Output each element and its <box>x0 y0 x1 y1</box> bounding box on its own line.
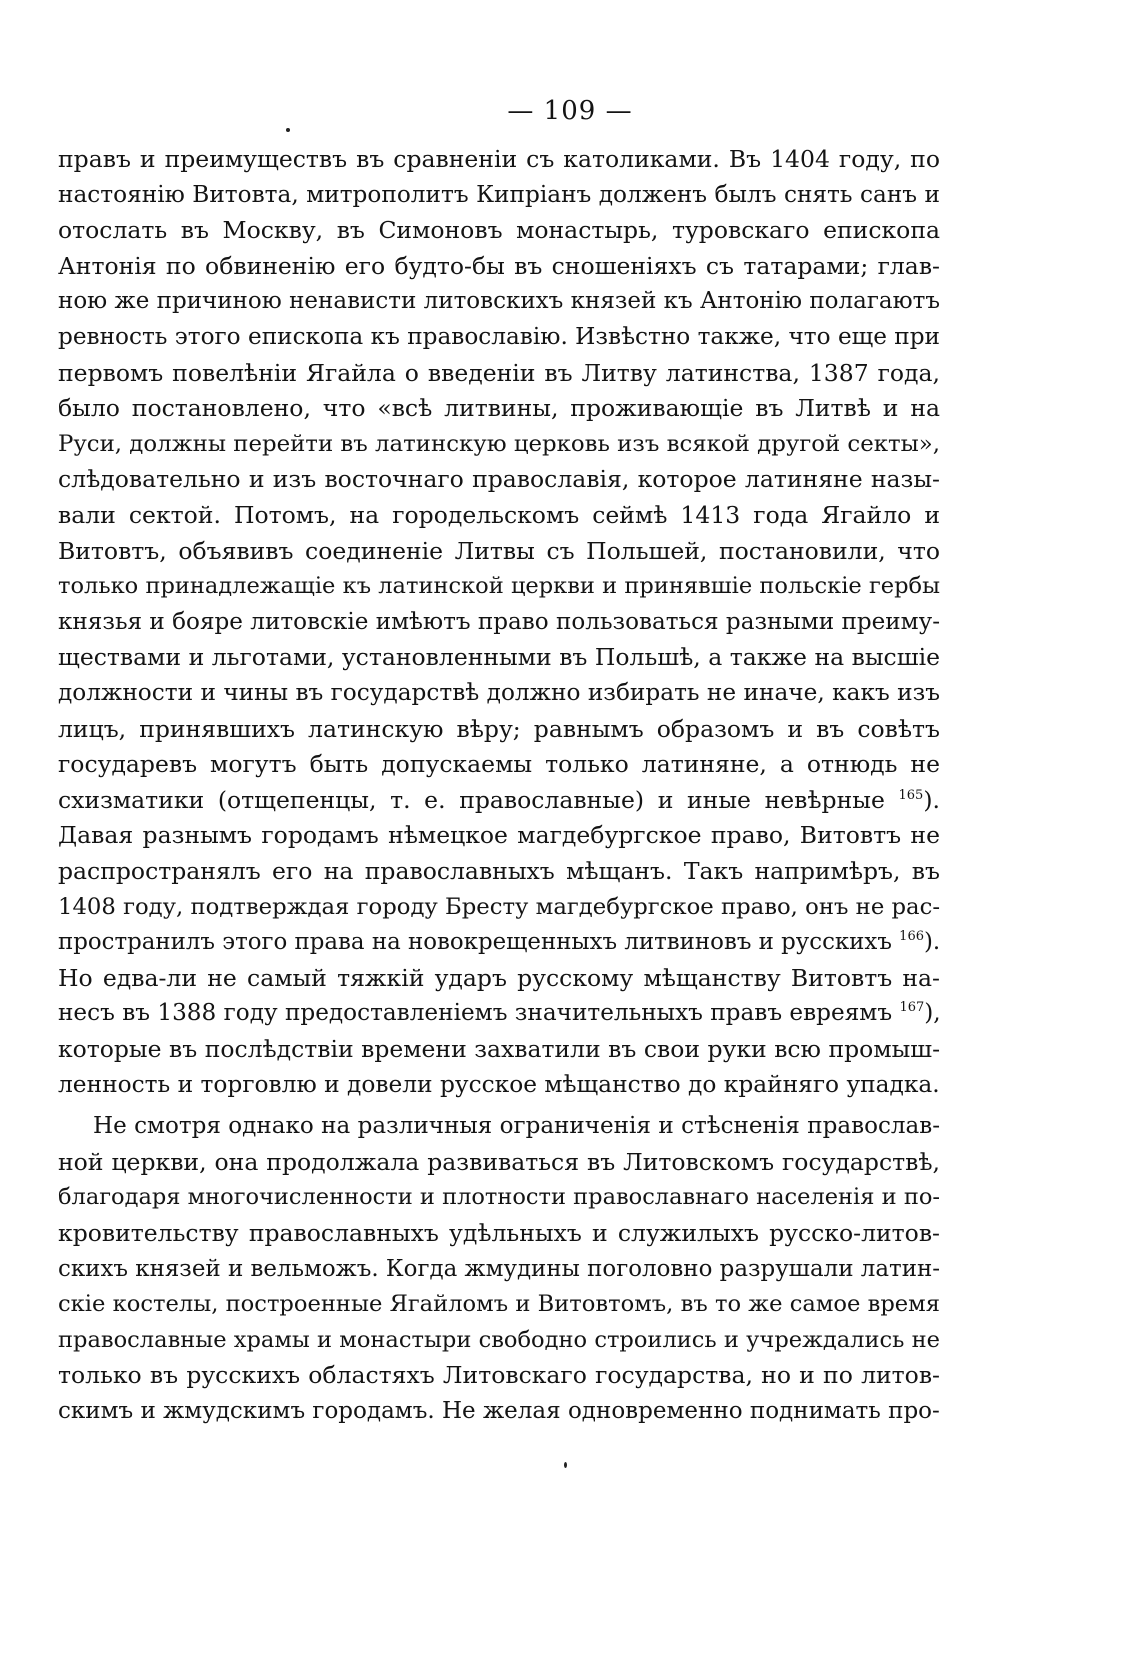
line-text: первомъ повелѣніи Ягайла о введеніи въ Литву латинства, 1387 года, <box>58 358 940 387</box>
line-text: схизматики (отщепенцы, т. е. православные) и иные невѣрные <box>58 785 885 814</box>
line-text: Руси, должны перейти въ латинскую церковь изъ всякой другой секты», <box>58 430 941 457</box>
text-line <box>58 961 940 995</box>
line-text: Антонія по обвиненію его будто-бы въ сношеніяхъ съ татарами; глав- <box>58 251 940 280</box>
text-line <box>58 462 940 496</box>
text-line <box>58 890 940 924</box>
footnote-close: ). <box>924 929 941 956</box>
text-line <box>58 1358 940 1392</box>
text-line <box>58 569 940 603</box>
line-text: Не смотря однако на различныя ограниченія и стѣсненія православ- <box>93 1113 940 1140</box>
line-text: благодаря многочисленности и плотности православнаго населенія и по- <box>58 1184 940 1211</box>
text-line <box>58 854 940 888</box>
line-text: вали сектой. Потомъ, на городельскомъ сеймѣ 1413 года Ягайло и <box>58 501 940 529</box>
line-text: ревность этого епископа къ православію. Извѣстно также, что еще при <box>58 323 940 350</box>
line-text: только принадлежащіе къ латинской церкви и принявшіе польскіе гербы <box>58 573 940 600</box>
text-line <box>58 818 940 852</box>
text-line <box>58 605 940 639</box>
text-line <box>58 1068 940 1102</box>
line-text: распространялъ его на православныхъ мѣщанъ. Такъ напримѣръ, въ <box>58 857 940 885</box>
text-line <box>58 356 940 390</box>
scan-speck <box>286 128 290 132</box>
text-line <box>58 320 940 354</box>
footnote-close: ). <box>923 785 940 814</box>
footnote-ref: 166 <box>899 929 924 945</box>
line-text: ществами и льготами, установленными въ Польшѣ, а также на высшіе <box>58 643 940 672</box>
line-text: несъ въ 1388 году предоставленіемъ значительныхъ правъ евреямъ <box>58 1000 893 1027</box>
page-number: — 109 — <box>507 96 633 126</box>
line-text: Витовтъ, объявивъ соединеніе Литвы съ Польшей, постановили, что <box>58 536 940 565</box>
text-line <box>58 783 940 817</box>
line-text: было постановлено, что «всѣ литвины, проживающіе въ Литвѣ и на <box>58 394 940 423</box>
line-text: пространилъ этого права на новокрещенныхъ литвиновъ и русскихъ <box>58 929 892 956</box>
line-text: ленность и торговлю и довели русское мѣщанство до крайняго упадка. <box>58 1070 940 1098</box>
text-line <box>58 1252 940 1286</box>
text-line <box>58 391 940 425</box>
text-line <box>58 1394 940 1428</box>
line-text: православные храмы и монастыри свободно строились и учреждались не <box>58 1326 940 1353</box>
footnote-ref: 165 <box>898 787 924 803</box>
text-line <box>58 1216 940 1250</box>
line-text: князья и бояре литовскіе имѣютъ право пользоваться разными преиму- <box>58 608 940 635</box>
line-text: ной церкви, она продолжала развиваться въ Литовскомъ государствѣ, <box>58 1147 940 1176</box>
text-line <box>58 1180 940 1214</box>
line-text: должности и чины въ государствѣ должно избирать не иначе, какъ изъ <box>58 679 940 706</box>
line-text: 1408 году, подтверждая городу Бресту магдебургское право, онъ не рас- <box>58 893 940 920</box>
text-line <box>58 1032 940 1066</box>
line-text: отослать въ Москву, въ Симоновъ монастырь, туровскаго епископа <box>58 216 940 245</box>
text-line <box>58 1287 940 1321</box>
line-text: скіе костелы, построенные Ягайломъ и Витовтомъ, въ то же самое время <box>58 1291 940 1318</box>
line-text: государевъ могутъ быть допускаемы только латиняне, а отнюдь не <box>58 750 940 779</box>
line-text: скихъ князей и вельможъ. Когда жмудины поголовно разрушали латин- <box>58 1255 940 1282</box>
text-line <box>58 142 940 176</box>
line-text: настоянію Витовта, митрополитъ Кипріанъ долженъ былъ снять санъ и <box>58 180 940 208</box>
text-line <box>58 534 940 568</box>
text-line <box>58 498 940 532</box>
line-text: лицъ, принявшихъ латинскую вѣру; равнымъ образомъ и въ совѣтъ <box>58 714 940 743</box>
line-text: кровительству православныхъ удѣльныхъ и служилыхъ русско-литов- <box>58 1219 940 1247</box>
line-text: ною же причиною ненависти литовскихъ князей къ Антонію полагаютъ <box>58 288 940 315</box>
text-line <box>58 284 940 318</box>
line-text: только въ русскихъ областяхъ Литовскаго государства, но и по литов- <box>58 1361 940 1390</box>
text-line <box>58 712 940 746</box>
text-line <box>93 1109 940 1143</box>
line-text: Но едва-ли не самый тяжкій ударъ русскому мѣщанству Витовтъ на- <box>58 963 940 992</box>
footnote-ref: 167 <box>899 1000 925 1016</box>
line-text: правъ и преимуществъ въ сравненіи съ католиками. Въ 1404 году, по <box>58 145 940 173</box>
text-line <box>58 747 940 781</box>
text-line <box>58 178 940 212</box>
line-text: скимъ и жмудскимъ городамъ. Не желая одновременно поднимать про- <box>58 1398 940 1424</box>
line-text: слѣдовательно и изъ восточнаго православія, которое латиняне назы- <box>58 465 940 494</box>
line-text: Давая разнымъ городамъ нѣмецкое магдебургское право, Витовтъ не <box>58 821 940 850</box>
text-line <box>58 996 940 1030</box>
line-text: которые въ послѣдствіи времени захватили въ свои руки всю промыш- <box>58 1035 940 1063</box>
text-line <box>58 640 940 674</box>
text-line <box>58 427 940 461</box>
scan-speck <box>564 1462 567 1468</box>
text-line <box>58 213 940 247</box>
footnote-close: ), <box>924 1000 941 1027</box>
text-line <box>58 249 940 283</box>
text-line <box>58 1145 940 1179</box>
text-line <box>58 925 940 959</box>
text-line <box>58 676 940 710</box>
text-line <box>58 1323 940 1357</box>
